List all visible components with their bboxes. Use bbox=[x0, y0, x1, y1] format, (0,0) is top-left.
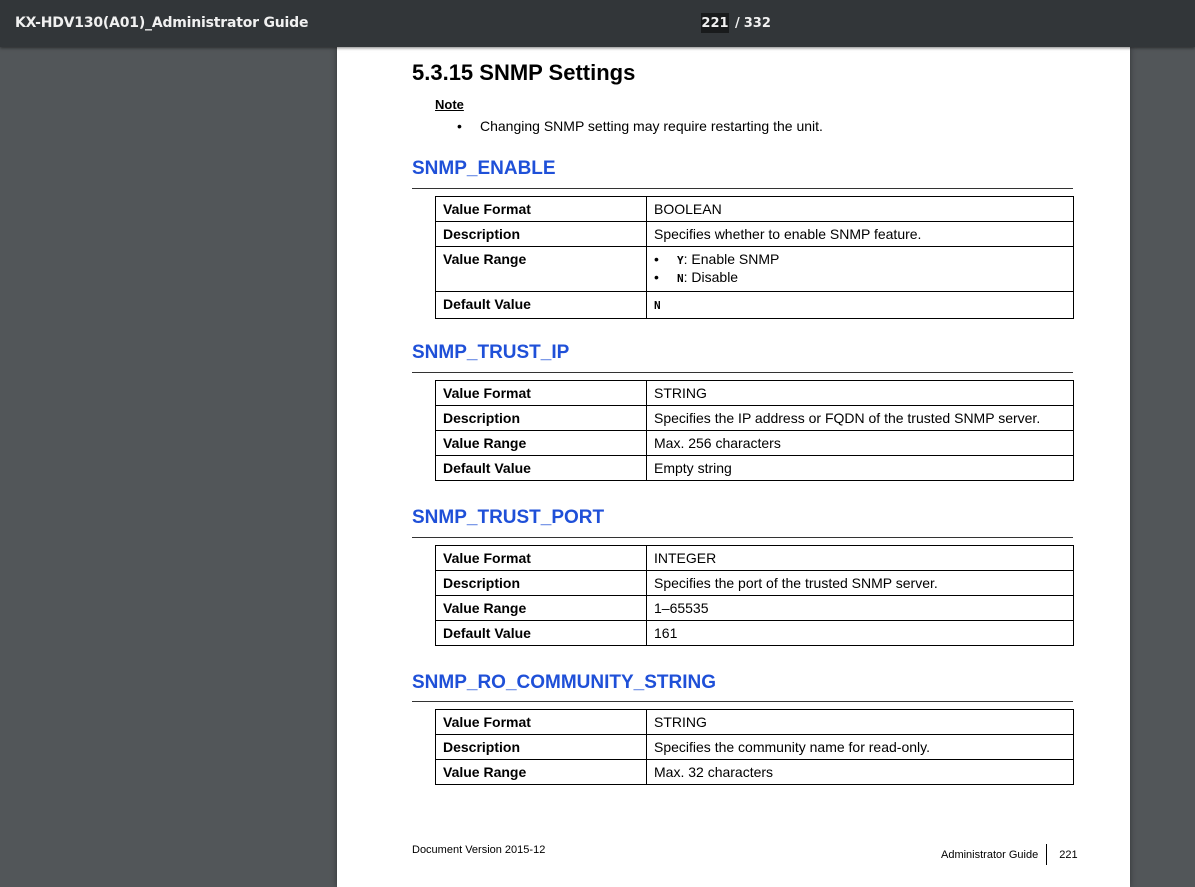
param-table-snmp-ro-community-string bbox=[435, 709, 1074, 785]
row-key: Value Range bbox=[436, 431, 647, 456]
param-divider bbox=[412, 537, 1073, 538]
param-heading-snmp-trust-ip: SNMP_TRUST_IP bbox=[412, 342, 570, 363]
value-range-item bbox=[654, 251, 1066, 269]
bullet-icon: • bbox=[457, 118, 462, 134]
row-key: Description bbox=[436, 406, 647, 431]
row-value bbox=[647, 292, 1074, 319]
param-heading-snmp-ro-community-string: SNMP_RO_COMMUNITY_STRING bbox=[412, 672, 717, 693]
value-range-item bbox=[654, 269, 1066, 287]
table-row bbox=[436, 596, 1074, 621]
table-row bbox=[436, 431, 1074, 456]
table-row bbox=[436, 222, 1074, 247]
table-row bbox=[436, 571, 1074, 596]
page-navigator bbox=[701, 13, 771, 33]
row-value: INTEGER bbox=[647, 546, 1074, 571]
param-table-snmp-enable bbox=[435, 196, 1074, 319]
param-divider bbox=[412, 372, 1073, 373]
row-key: Value Format bbox=[436, 197, 647, 222]
document-title: KX-HDV130(A01)_Administrator Guide bbox=[15, 15, 309, 31]
page-total: 332 bbox=[743, 15, 771, 31]
page-number-input[interactable] bbox=[701, 13, 729, 33]
row-value: STRING bbox=[647, 381, 1074, 406]
row-value: Max. 32 characters bbox=[647, 760, 1074, 785]
pdf-page bbox=[337, 47, 1130, 887]
row-value: BOOLEAN bbox=[647, 197, 1074, 222]
footer-page-number: 221 bbox=[1059, 848, 1078, 861]
section-heading: 5.3.15 SNMP Settings bbox=[412, 60, 636, 85]
row-key: Value Format bbox=[436, 546, 647, 571]
row-key: Value Format bbox=[436, 381, 647, 406]
param-divider bbox=[412, 188, 1073, 189]
table-row bbox=[436, 710, 1074, 735]
row-key: Default Value bbox=[436, 292, 647, 319]
row-key: Description bbox=[436, 222, 647, 247]
value-code: Y bbox=[677, 254, 684, 267]
row-key: Description bbox=[436, 735, 647, 760]
table-row bbox=[436, 247, 1074, 292]
table-row bbox=[436, 456, 1074, 481]
table-row bbox=[436, 546, 1074, 571]
table-row bbox=[436, 406, 1074, 431]
row-value: Max. 256 characters bbox=[647, 431, 1074, 456]
row-value: Empty string bbox=[647, 456, 1074, 481]
footer-document-version: Document Version 2015-12 bbox=[412, 844, 546, 856]
row-key: Value Format bbox=[436, 710, 647, 735]
value-range-text: : Disable bbox=[683, 269, 739, 285]
pdf-toolbar bbox=[0, 0, 1195, 47]
row-key: Description bbox=[436, 571, 647, 596]
table-row bbox=[436, 621, 1074, 646]
table-row bbox=[436, 760, 1074, 785]
value-range-text: : Enable SNMP bbox=[683, 251, 780, 267]
row-value: STRING bbox=[647, 710, 1074, 735]
note-text: Changing SNMP setting may require restarting the unit. bbox=[480, 118, 823, 134]
row-key: Default Value bbox=[436, 621, 647, 646]
param-divider bbox=[412, 701, 1073, 702]
note-label: Note bbox=[435, 97, 464, 112]
row-key: Value Range bbox=[436, 596, 647, 621]
row-value: Specifies whether to enable SNMP feature. bbox=[647, 222, 1074, 247]
row-value: 1–65535 bbox=[647, 596, 1074, 621]
footer-right bbox=[941, 844, 1078, 865]
row-value bbox=[647, 247, 1074, 292]
table-row bbox=[436, 381, 1074, 406]
row-value: Specifies the IP address or FQDN of the trusted SNMP server. bbox=[647, 406, 1074, 431]
table-row bbox=[436, 292, 1074, 319]
footer-divider bbox=[1046, 844, 1047, 865]
row-key: Default Value bbox=[436, 456, 647, 481]
row-value: Specifies the community name for read-only. bbox=[647, 735, 1074, 760]
footer-guide-label: Administrator Guide bbox=[941, 848, 1039, 861]
row-key: Value Range bbox=[436, 247, 647, 292]
param-table-snmp-trust-ip bbox=[435, 380, 1074, 481]
param-table-snmp-trust-port bbox=[435, 545, 1074, 646]
param-heading-snmp-trust-port: SNMP_TRUST_PORT bbox=[412, 507, 605, 528]
bullet-icon: • bbox=[654, 251, 659, 267]
table-row bbox=[436, 197, 1074, 222]
value-code: N bbox=[677, 272, 684, 285]
value-code: N bbox=[654, 299, 661, 312]
param-heading-snmp-enable: SNMP_ENABLE bbox=[412, 158, 556, 179]
row-value: 161 bbox=[647, 621, 1074, 646]
row-value: Specifies the port of the trusted SNMP server. bbox=[647, 571, 1074, 596]
table-row bbox=[436, 735, 1074, 760]
bullet-icon: • bbox=[654, 269, 659, 285]
row-key: Value Range bbox=[436, 760, 647, 785]
page-separator: / bbox=[735, 15, 740, 31]
